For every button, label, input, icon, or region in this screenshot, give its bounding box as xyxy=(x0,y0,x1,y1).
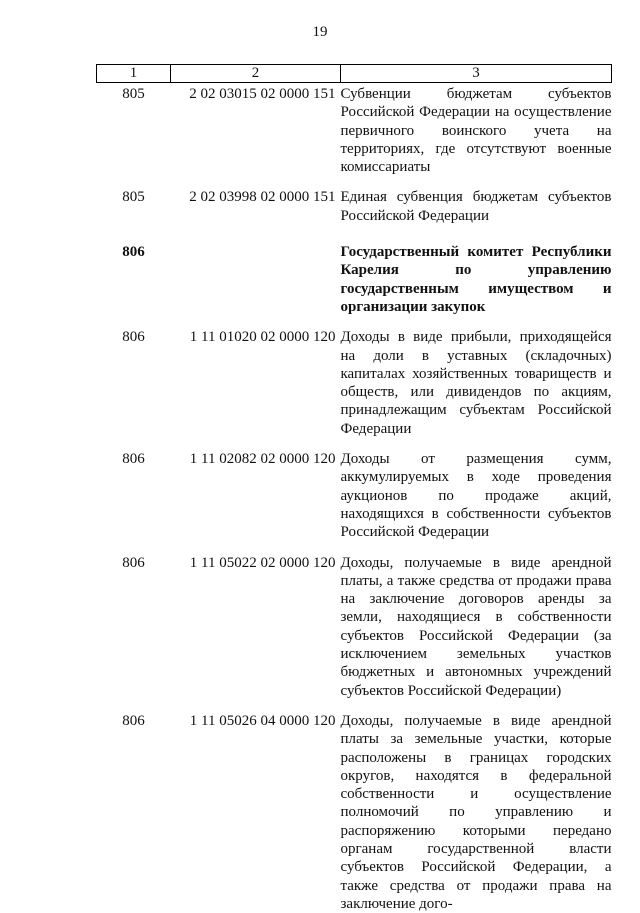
table-row xyxy=(97,448,612,551)
table-body xyxy=(97,83,612,913)
table-header xyxy=(97,65,612,83)
budget-code: 2 02 03998 02 0000 151 xyxy=(171,186,341,235)
table-row xyxy=(97,326,612,448)
admin-code: 806 xyxy=(97,448,171,551)
income-description: Субвенции бюджетам субъектов Российской Федерации на осуществление первичного воинского учета на территориях, где отсутствуют военные комиссариаты xyxy=(341,83,612,187)
table-row xyxy=(97,186,612,235)
admin-code: 806 xyxy=(97,235,171,326)
codes-table xyxy=(96,64,612,913)
table-row xyxy=(97,83,612,187)
income-description: Доходы от размещения сумм, аккумулируемых в ходе проведения аукционов по продаже акций, находящихся в собственности субъектов Российской Федерации xyxy=(341,448,612,551)
administrator-name: Государственный комитет Республики Карелия по управлению государственным имуществом и организации закупок xyxy=(341,235,612,326)
table-row xyxy=(97,710,612,913)
table-row xyxy=(97,552,612,710)
column-header-3: 3 xyxy=(341,65,612,83)
budget-code: 1 11 05026 04 0000 120 xyxy=(171,710,341,913)
budget-code: 1 11 05022 02 0000 120 xyxy=(171,552,341,710)
income-description: Доходы, получаемые в виде арендной платы, а также средства от продажи права на заключение договоров аренды за земли, находящиеся в собственности субъектов Российской Федерации (за исключением земельных участков бюджетных и автономных учреждений субъектов Российской Федерации) xyxy=(341,552,612,710)
column-header-1: 1 xyxy=(97,65,171,83)
budget-code: 1 11 02082 02 0000 120 xyxy=(171,448,341,551)
budget-code xyxy=(171,235,341,326)
budget-code: 2 02 03015 02 0000 151 xyxy=(171,83,341,187)
admin-code: 806 xyxy=(97,552,171,710)
admin-code: 806 xyxy=(97,710,171,913)
income-description: Единая субвенция бюджетам субъектов Российской Федерации xyxy=(341,186,612,235)
admin-code: 805 xyxy=(97,83,171,187)
page-number: 19 xyxy=(0,24,640,41)
budget-code: 1 11 01020 02 0000 120 xyxy=(171,326,341,448)
table-row-section-heading xyxy=(97,235,612,326)
column-header-2: 2 xyxy=(171,65,341,83)
income-description: Доходы, получаемые в виде арендной платы за земельные участки, которые расположены в границах городских округов, находятся в федеральной собственности и осуществление полномочий по управлению и распоряжению которыми передано органам государственной власти субъектов Российской Федерации, а также средства от продажи права на заключение дого- xyxy=(341,710,612,913)
income-description: Доходы в виде прибыли, приходящейся на доли в уставных (складочных) капиталах хозяйственных товариществ и обществ, или дивидендов по акциям, принадлежащим субъектам Российской Федерации xyxy=(341,326,612,448)
admin-code: 806 xyxy=(97,326,171,448)
admin-code: 805 xyxy=(97,186,171,235)
